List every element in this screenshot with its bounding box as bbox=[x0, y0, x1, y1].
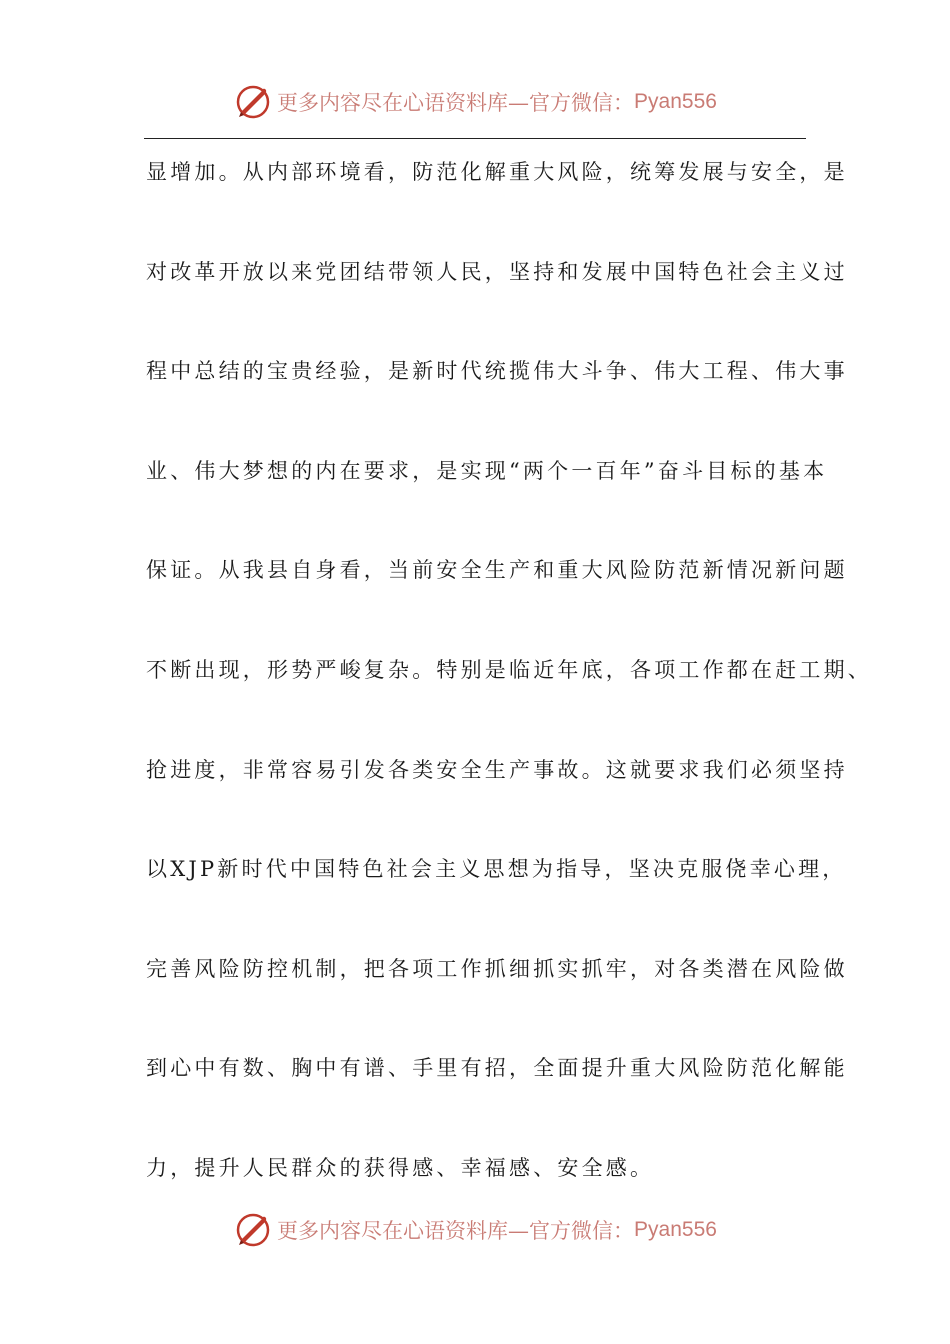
text-line: 保证。从我县自身看，当前安全生产和重大风险防范新情况新问题 bbox=[146, 558, 848, 583]
text-line: 完善风险防控机制，把各项工作抓细抓实抓牢，对各类潜在风险做 bbox=[146, 956, 848, 981]
text-line: 抢进度，非常容易引发各类安全生产事故。这就要求我们必须坚持 bbox=[146, 757, 848, 782]
text-line: 程中总结的宝贵经验，是新时代统揽伟大斗争、伟大工程、伟大事 bbox=[146, 359, 848, 384]
header-banner-text: 更多内容尽在心语资料库—官方微信： bbox=[277, 91, 635, 115]
header-banner bbox=[0, 80, 950, 124]
text-line: 到心中有数、胸中有谱、手里有招，全面提升重大风险防范化解能 bbox=[146, 1056, 848, 1081]
pen-logo-icon bbox=[233, 1210, 273, 1250]
footer-banner-text: 更多内容尽在心语资料库—官方微信： bbox=[277, 1219, 635, 1243]
footer-banner bbox=[0, 1208, 950, 1252]
text-line: 业、伟大梦想的内在要求，是实现“两个一百年”奋斗目标的基本 bbox=[146, 458, 828, 483]
text-line: 显增加。从内部环境看，防范化解重大风险，统筹发展与安全，是 bbox=[146, 160, 848, 184]
text-line: 以XJP新时代中国特色社会主义思想为指导，坚决克服侥幸心理， bbox=[146, 857, 847, 882]
pen-logo-icon bbox=[233, 82, 273, 122]
header-banner-id: Pyan556 bbox=[634, 90, 717, 113]
text-line: 不断出现，形势严峻复杂。特别是临近年底，各项工作都在赶工期、 bbox=[146, 657, 872, 682]
header-rule bbox=[144, 138, 806, 139]
text-line: 力，提升人民群众的获得感、幸福感、安全感。 bbox=[146, 1155, 655, 1180]
body-paragraph bbox=[146, 150, 872, 1246]
footer-banner-id: Pyan556 bbox=[634, 1218, 717, 1241]
text-line: 对改革开放以来党团结带领人民，坚持和发展中国特色社会主义过 bbox=[146, 259, 848, 284]
